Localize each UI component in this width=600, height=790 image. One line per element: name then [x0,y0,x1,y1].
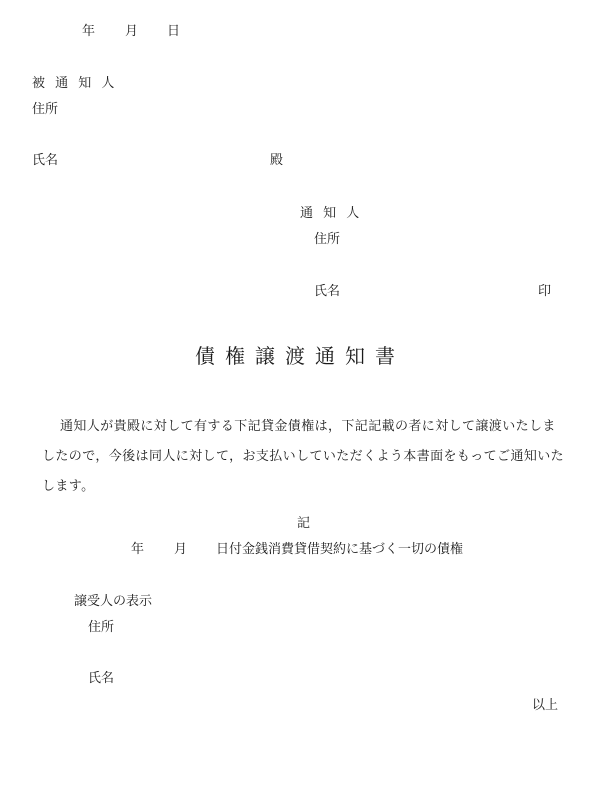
assignee-heading: 譲受人の表示 [74,594,153,609]
record-description: 日付金銭消費貸借契約に基づく一切の債権 [216,542,464,557]
record-heading: 記 [297,516,311,531]
notifier-name-label: 氏名 [314,284,341,299]
recipient-name-label: 氏名 [32,153,59,168]
notifier-address-label: 住所 [314,232,341,247]
assignee-name-label: 氏名 [88,671,115,686]
closing-mark: 以上 [532,698,559,713]
recipient-honorific: 殿 [270,153,284,168]
assignee-address-label: 住所 [88,620,115,635]
seal-mark: 印 [538,284,552,299]
date-day: 日 [167,24,181,39]
record-month: 月 [174,542,188,557]
notice-body: 通知人が貴殿に対して有する下記貸金債権は，下記記載の者に対して譲渡いたしましたので，今後は同人に対して，お支払いしていただくよう本書面をもってご通知いたします。 [42,419,565,494]
recipient-address-label: 住所 [32,102,59,117]
date-year: 年 [82,24,96,39]
recipient-heading: 被 通 知 人 [32,76,118,91]
document-title: 債権譲渡通知書 [195,344,405,368]
record-year: 年 [131,542,145,557]
date-month: 月 [125,24,139,39]
notifier-heading: 通 知 人 [300,206,363,221]
